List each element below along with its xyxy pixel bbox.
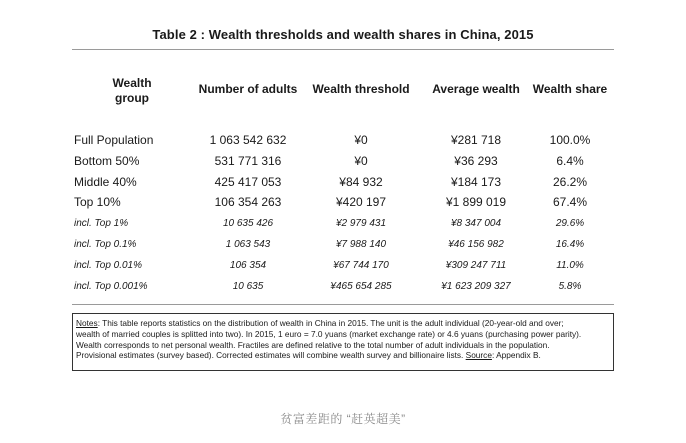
notes-text-1: : This table reports statistics on the distribution of wealth in China in 2015. The unit is the adult individual (20-year-old and over; — [97, 318, 564, 328]
notes-line-2: wealth of married couples is splitted into two). In 2015, 1 euro = 7.0 yuans (market exchange rate) or 4.6 yuans (purchasing power parity). — [76, 328, 582, 339]
row-share: 16.4% — [555, 239, 585, 250]
notes-source-text: : Appendix B. — [491, 350, 541, 361]
bottom-rule — [72, 304, 614, 305]
header-average-wealth: Average wealth — [432, 82, 520, 96]
table-row — [0, 260, 686, 278]
row-share: 5.8% — [558, 281, 582, 292]
row-share: 6.4% — [556, 154, 584, 168]
header-wealth-threshold: Wealth threshold — [312, 82, 410, 96]
header-wealth-group: Wealth group — [112, 76, 152, 105]
table-row — [0, 154, 686, 172]
row-threshold: ¥420 197 — [335, 195, 387, 209]
table-row — [0, 281, 686, 299]
notes-heading: Notes — [76, 318, 98, 328]
row-average: ¥8 347 004 — [450, 218, 502, 229]
image-caption: 贫富差距的 “赶英超美” — [280, 412, 406, 426]
row-share: 26.2% — [552, 175, 588, 189]
row-threshold: ¥0 — [354, 154, 368, 168]
table-row — [0, 133, 686, 151]
table-row — [0, 175, 686, 193]
row-share: 67.4% — [552, 195, 588, 209]
row-average: ¥184 173 — [450, 175, 502, 189]
row-label: Full Population — [74, 133, 154, 147]
row-adults: 531 771 316 — [214, 154, 282, 168]
row-adults: 10 635 — [232, 281, 264, 292]
row-threshold: ¥465 654 285 — [330, 281, 392, 292]
row-adults: 10 635 426 — [222, 218, 274, 229]
row-average: ¥36 293 — [454, 154, 498, 168]
row-label: Bottom 50% — [74, 154, 140, 168]
row-average: ¥46 156 982 — [448, 239, 504, 250]
row-threshold: ¥67 744 170 — [333, 260, 389, 271]
row-label: Middle 40% — [74, 175, 137, 189]
table-title: Table 2 : Wealth thresholds and wealth shares in China, 2015 — [152, 27, 534, 42]
row-average: ¥1 623 209 327 — [441, 281, 511, 292]
row-adults: 1 063 543 — [225, 239, 271, 250]
row-share: 100.0% — [549, 133, 591, 147]
row-adults: 106 354 263 — [214, 195, 282, 209]
row-threshold: ¥0 — [354, 133, 368, 147]
notes-line-4 — [76, 350, 610, 361]
row-threshold: ¥2 979 431 — [335, 218, 387, 229]
notes-line-1 — [76, 318, 610, 329]
row-label: Top 10% — [74, 195, 121, 209]
source-label: Source — [465, 350, 492, 361]
row-label: incl. Top 0.01% — [74, 260, 143, 271]
top-rule — [72, 49, 614, 50]
table-row — [0, 195, 686, 213]
row-adults: 425 417 053 — [214, 175, 282, 189]
row-label: incl. Top 1% — [74, 218, 129, 229]
row-threshold: ¥7 988 140 — [335, 239, 387, 250]
row-adults: 106 354 — [229, 260, 267, 271]
table-row — [0, 218, 686, 236]
row-adults: 1 063 542 632 — [209, 133, 287, 147]
row-label: incl. Top 0.1% — [74, 239, 137, 250]
row-average: ¥309 247 711 — [445, 260, 507, 271]
row-average: ¥281 718 — [450, 133, 502, 147]
table-row — [0, 239, 686, 257]
header-number-of-adults: Number of adults — [198, 82, 298, 96]
notes-text-4: Provisional estimates (survey based). Corrected estimates will combine wealth survey and billionaire lists. — [76, 350, 466, 361]
notes-line-3: Wealth corresponds to net personal wealth. Fractiles are defined relative to the total number of adult individuals in the population. — [76, 339, 550, 350]
notes-box — [72, 313, 614, 371]
row-average: ¥1 899 019 — [445, 195, 507, 209]
row-share: 29.6% — [555, 218, 585, 229]
row-share: 11.0% — [556, 260, 584, 271]
row-label: incl. Top 0.001% — [74, 281, 148, 292]
header-wealth-share: Wealth share — [532, 82, 608, 96]
row-threshold: ¥84 932 — [339, 175, 383, 189]
